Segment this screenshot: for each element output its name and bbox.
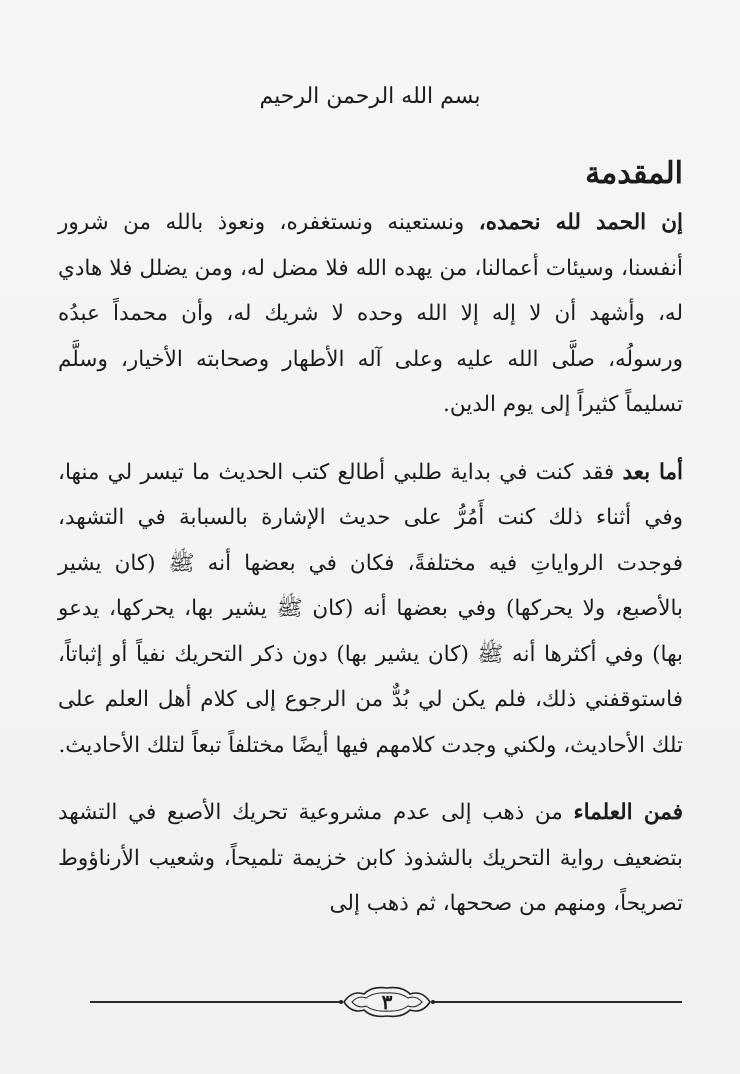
paragraph-3-text: من ذهب إلى عدم مشروعية تحريك الأصبع في التشهد بتضعيف رواية التحريك بالشذوذ كابن خزيمة تلميحاً، وشعيب الأرناؤوط تصريحاً، ومنهم من صححها، ثم ذهب إلى <box>58 800 683 916</box>
paragraph-1-lead: إن الحمد لله نحمده، <box>478 210 683 235</box>
basmala: بسم الله الرحمن الرحيم <box>259 84 481 109</box>
paragraph-2 <box>58 450 683 769</box>
body-text <box>58 150 683 927</box>
paragraph-2-text: فقد كنت في بداية طلبي أطالع كتب الحديث ما تيسر لي منها، وفي أثناء ذلك كنت أَمُرُّ على حديث الإشارة بالسبابة في التشهد، فوجدت الرواياتِ فيه مختلفةً، فكان في بعضها أنه ﷺ (كان يشير بالأصبع، ولا يحركها) وفي بعضها أنه (كان ﷺ يشير بها، يحركها، يدعو بها) وفي أكثرها أنه ﷺ (كان يشير بها) دون ذكر التحريك نفياً أو إثباتاً، فاستوقفني ذلك، فلم يكن لي بُدٌّ من الرجوع إلى كلام أهل العلم على تلك الأحاديث، ولكني وجدت كلامهم فيها أيضًا مختلفاً تبعاً لتلك الأحاديث. <box>58 459 683 758</box>
paragraph-3 <box>58 790 683 927</box>
paragraph-1-text: ونستعينه ونستغفره، ونعوذ بالله من شرور أنفسنا، وسيئات أعمالنا، من يهده الله فلا مضل له، ومن يضلل فلا هادي له، وأشهد أن لا إله إلا الله وحده لا شريك له، وأن محمداً عبدُه ورسولُه، صلَّى الله عليه وعلى آله الأطهار وصحابته الأخيار، وسلَّم تسليماً كثيراً إلى يوم الدين. <box>58 210 683 417</box>
footer-rule-left <box>90 1001 340 1003</box>
footer-rule-right <box>434 1001 682 1003</box>
paragraph-1 <box>58 200 683 428</box>
paragraph-2-lead: أما بعد <box>622 459 684 485</box>
section-heading: المقدمة <box>585 156 683 191</box>
paragraph-3-lead: فمن العلماء <box>573 800 684 825</box>
page-number: ٣ <box>381 990 393 1014</box>
